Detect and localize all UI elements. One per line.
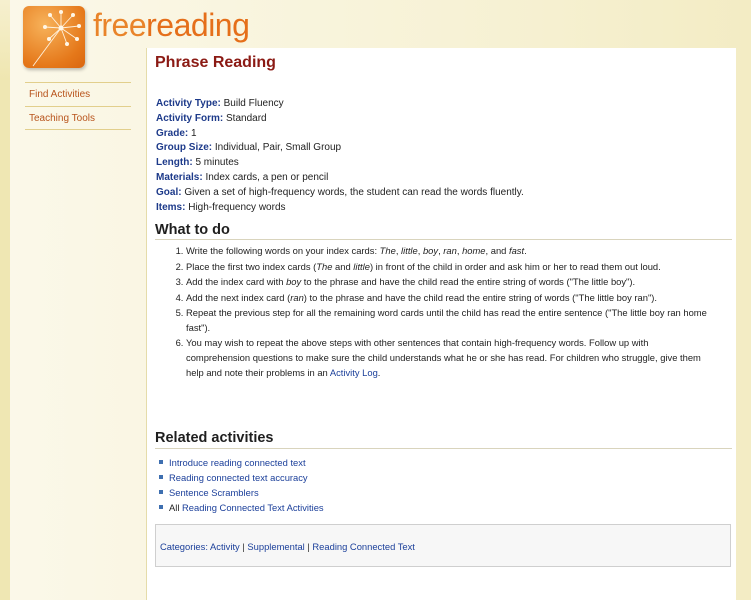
related-link-all[interactable]: Reading Connected Text Activities: [182, 502, 324, 514]
sidebar-item-teaching-tools[interactable]: Teaching Tools: [25, 106, 131, 130]
meta-activity-form: Activity Form: Standard: [156, 112, 267, 124]
activity-meta: [155, 97, 729, 215]
list-item: [159, 455, 729, 470]
list-item: All Reading Connected Text Activities: [159, 500, 729, 515]
step-6: 6. You may wish to repeat the above steps with other sentences that contain high-frequency words. Follow up with comprehension questions to make sure the child understands what he or she has read. For children who struggle, give them help and note their problems in an Activity Log.: [186, 336, 715, 380]
sidebar-nav: [25, 82, 131, 130]
what-to-do-heading: What to do: [155, 222, 732, 240]
main-content: [146, 48, 736, 600]
step-3: 3. Add the index card with boy to the phrase and have the child read the entire string of words ("The little boy").: [186, 275, 715, 290]
step-5: 5. Repeat the previous step for all the remaining word cards until the child has read the entire sentence ("The little boy ran home fast").: [186, 306, 715, 336]
category-activity[interactable]: Activity: [210, 540, 240, 552]
categories-box: Categories: Activity | Supplemental | Reading Connected Text: [155, 524, 731, 567]
related-link-introduce[interactable]: Introduce reading connected text: [169, 456, 306, 468]
meta-length: Length: 5 minutes: [156, 157, 239, 169]
meta-grade: Grade: 1: [156, 127, 197, 139]
category-reading-connected-text[interactable]: Reading Connected Text: [312, 540, 415, 552]
list-item: [159, 485, 729, 500]
step-1: 1. Write the following words on your index cards: The, little, boy, ran, home, and fast.: [186, 244, 715, 259]
brand-wordmark[interactable]: [93, 7, 249, 44]
meta-goal: Goal: Given a set of high-frequency words, the student can read the words fluently.: [156, 186, 524, 198]
meta-activity-type: Activity Type: Build Fluency: [156, 98, 284, 109]
related-activities-list: [155, 455, 729, 516]
meta-group-size: Group Size: Individual, Pair, Small Group: [156, 142, 342, 154]
list-item: [159, 470, 729, 485]
step-2: 2. Place the first two index cards (The and little) in front of the child in order and ask him or her to read them out loud.: [186, 260, 715, 275]
meta-materials: Materials: Index cards, a pen or pencil: [156, 171, 329, 183]
activity-log-link[interactable]: Activity Log: [329, 366, 378, 378]
steps-list: [155, 244, 715, 380]
dandelion-logo-icon[interactable]: [23, 6, 85, 68]
step-4: 4. Add the next index card (ran) to the phrase and have the child read the entire string of words ("The little boy ran").: [186, 291, 715, 306]
category-supplemental[interactable]: Supplemental: [247, 540, 305, 552]
related-link-scramblers[interactable]: Sentence Scramblers: [169, 487, 259, 499]
sidebar-item-find-activities[interactable]: Find Activities: [25, 82, 131, 106]
related-activities-heading: Related activities: [155, 430, 732, 449]
brand-reading: reading: [146, 7, 250, 43]
brand-free: free: [93, 7, 147, 43]
related-link-accuracy[interactable]: Reading connected text accuracy: [169, 471, 308, 483]
page-title: Phrase Reading: [155, 54, 276, 71]
categories-label: Categories:: [160, 540, 208, 552]
meta-items: Items: High-frequency words: [156, 201, 286, 213]
